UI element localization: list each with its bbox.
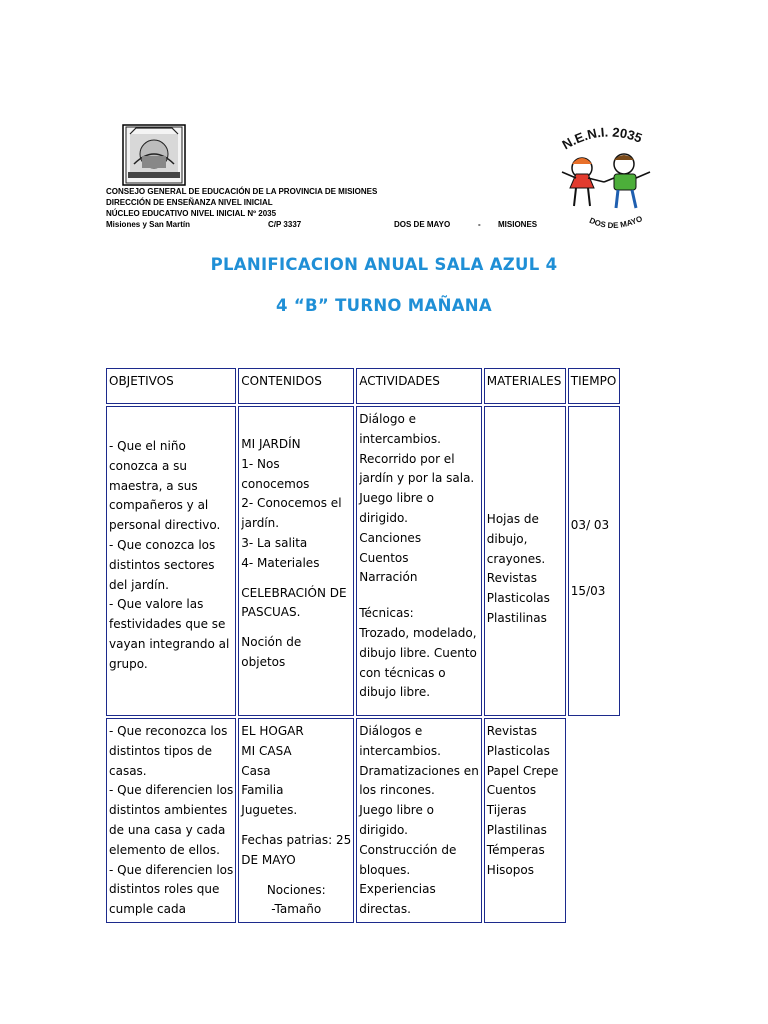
cell-line: Juego libre o (359, 491, 435, 506)
cell-line: Témperas (486, 842, 545, 857)
cell-line: Cuentos (486, 783, 537, 798)
cell-line: 4- Materiales (241, 555, 320, 570)
cell-materiales (484, 406, 566, 716)
table-row (106, 718, 620, 923)
header-objetivos: OBJETIVOS (106, 368, 236, 404)
cell-line: 3- La salita (241, 535, 308, 550)
cell-line: con técnicas o (359, 665, 446, 680)
location-province: MISIONES (498, 220, 538, 229)
cell-line: dibujo libre. Cuento (359, 645, 477, 660)
svg-text:N.E.N.I. 2035 (560, 126, 645, 152)
cell-line: festividades que se (109, 617, 226, 632)
materiales-list (487, 722, 563, 880)
tiempo-start: 03/ 03 (570, 518, 610, 532)
cell-line: Hisopos (486, 862, 534, 877)
table-header-row (106, 368, 620, 404)
cell-line: elemento de ellos. (109, 842, 220, 857)
cell-line: EL HOGAR (241, 724, 304, 738)
cell-objetivos (106, 406, 236, 716)
cell-line: Noción de (241, 635, 302, 650)
cell-line: Construcción de (359, 842, 457, 857)
cell-line: - Que el niño (109, 439, 186, 453)
cell-line: dibujo, (486, 531, 528, 546)
cell-line: jardín y por la sala. (359, 471, 475, 486)
tiempo-end: 15/03 (570, 583, 606, 598)
cell-line: maestra, a sus (109, 478, 198, 493)
header-line-nucleus: NÚCLEO EDUCATIVO NIVEL INICIAL Nº 2035 (106, 209, 277, 218)
cell-line: distintos tipos de (109, 743, 213, 758)
cell-line: Plasticolas (486, 743, 550, 758)
cell-line: CELEBRACIÓN DE (241, 585, 347, 600)
objetivos-list (109, 410, 233, 675)
cell-line: grupo. (109, 656, 148, 671)
cell-materiales (484, 718, 566, 923)
cell-line: Papel Crepe (486, 763, 559, 778)
cell-line: Canciones (359, 530, 422, 545)
header-actividades: ACTIVIDADES (356, 368, 482, 404)
cell-line: distintos roles que (109, 882, 220, 897)
cell-line: Cuentos (359, 550, 409, 565)
svg-text:DOS DE MAYO (588, 214, 644, 230)
neni-logo-top-text: N.E.N.I. 2035 (559, 126, 645, 153)
cell-line: - Que diferencien los (109, 862, 234, 877)
cell-line: Nociones: (266, 882, 326, 897)
location-city: Misiones y San Martín (106, 220, 191, 229)
neni-logo-bottom-text: DOS DE MAYO (587, 214, 644, 231)
cell-line: cumple cada (109, 902, 186, 917)
planning-table (104, 366, 622, 925)
cell-line: dirigido. (359, 822, 408, 837)
actividades-list (359, 722, 479, 920)
actividades-list (359, 410, 479, 588)
cell-line: - Que conozca los (109, 537, 216, 552)
cell-line: Recorrido por el (359, 451, 455, 466)
cell-line: Revistas (486, 724, 537, 738)
document-title: PLANIFICACION ANUAL SALA AZUL 4 (210, 255, 558, 274)
location-cp: C/P 3337 (268, 220, 302, 229)
cell-line: Plastilinas (486, 610, 547, 625)
institution-header (106, 186, 538, 230)
cell-line: - Que reconozca los (109, 724, 228, 738)
cell-line: MI CASA (241, 743, 292, 758)
cell-line: objetos (241, 654, 286, 669)
cell-line: MI JARDÍN (241, 437, 301, 451)
objetivos-list (109, 722, 233, 920)
contenidos-celebration (241, 584, 351, 624)
cell-line: bloques. (359, 862, 411, 877)
cell-line: Plastilinas (486, 822, 547, 837)
actividades-tecnicas (359, 604, 479, 703)
cell-line: intercambios. (359, 431, 441, 446)
cell-line: - Que diferencien los (109, 783, 234, 798)
cell-line: conocemos (241, 476, 310, 491)
materiales-list (487, 410, 563, 629)
cell-line: personal directivo. (109, 518, 221, 533)
cell-contenidos (238, 406, 354, 716)
cell-line: Hojas de (486, 512, 539, 526)
cell-line: distintos sectores (109, 557, 215, 572)
cell-line: Experiencias (359, 882, 436, 897)
cell-actividades (356, 406, 482, 716)
contenidos-list (241, 410, 351, 574)
contenidos-dates (241, 831, 351, 871)
cell-line: Trozado, modelado, (359, 625, 477, 640)
cell-line: Diálogo e (359, 412, 416, 426)
table-row (106, 406, 620, 716)
cell-line: Diálogos e (359, 724, 423, 738)
cell-line: de una casa y cada (109, 822, 226, 837)
cell-contenidos (238, 718, 354, 923)
header-location-line (106, 219, 538, 230)
cell-line: Plasticolas (486, 591, 550, 606)
cell-line: del jardín. (109, 577, 169, 592)
cell-line: directas. (359, 902, 411, 917)
header-contenidos: CONTENIDOS (238, 368, 354, 404)
location-separator: - (478, 220, 481, 229)
cell-line: dibujo libre. (359, 685, 431, 700)
contenidos-notions (241, 881, 351, 921)
cell-line: Dramatizaciones en (359, 763, 479, 778)
cell-line: Juguetes. (241, 803, 298, 818)
contenidos-list (241, 722, 351, 821)
cell-line: dirigido. (359, 510, 408, 525)
cell-line: 1- Nos (241, 456, 280, 471)
header-materiales: MATERIALES (484, 368, 566, 404)
cell-line: Narración (359, 570, 418, 585)
cell-line: PASCUAS. (241, 605, 301, 620)
contenidos-notion (241, 633, 351, 673)
cell-tiempo-empty (568, 718, 620, 923)
document-subtitle: 4 “B” TURNO MAÑANA (276, 296, 492, 315)
cell-line: Fechas patrias: 25 (241, 832, 352, 847)
header-line-direction: DIRECCIÓN DE ENSEÑANZA NIVEL INICIAL (106, 198, 273, 207)
cell-line: vayan integrando al (109, 636, 230, 651)
header-line-council: CONSEJO GENERAL DE EDUCACIÓN DE LA PROVINCIA DE MISIONES (106, 187, 378, 196)
cell-line: Casa (241, 763, 271, 778)
cell-actividades (356, 718, 482, 923)
cell-line: Revistas (486, 571, 537, 586)
cell-line: Juego libre o (359, 803, 435, 818)
cell-line: compañeros y al (109, 498, 209, 513)
cell-tiempo (568, 406, 620, 716)
cell-line: -Tamaño (271, 902, 322, 917)
location-town: DOS DE MAYO (394, 220, 451, 229)
cell-line: conozca a su (109, 458, 187, 473)
header-tiempo: TIEMPO (568, 368, 620, 404)
cell-line: distintos ambientes (109, 803, 228, 818)
cell-objetivos (106, 718, 236, 923)
cell-line: intercambios. (359, 743, 441, 758)
cell-line: Técnicas: (359, 606, 414, 621)
provincial-seal-logo (122, 124, 186, 186)
cell-line: DE MAYO (241, 852, 296, 867)
cell-line: jardín. (241, 516, 280, 531)
cell-line: Tijeras (486, 803, 527, 818)
cell-line: crayones. (486, 551, 546, 566)
cell-line: casas. (109, 763, 147, 778)
cell-line: 2- Conocemos el (241, 496, 342, 511)
cell-line: - Que valore las (109, 597, 204, 612)
cell-line: Familia (241, 783, 284, 798)
neni-logo (552, 126, 662, 240)
cell-line: los rincones. (359, 783, 435, 798)
